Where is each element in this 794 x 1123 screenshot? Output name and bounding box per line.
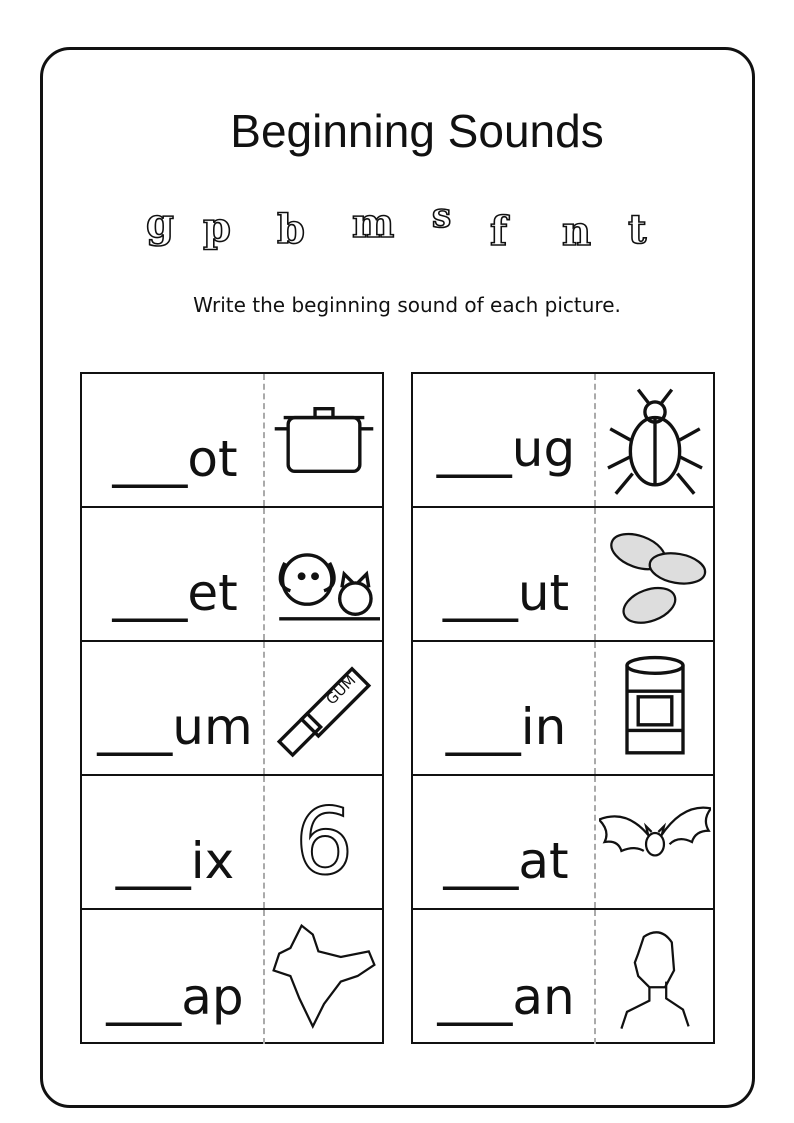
word-blank[interactable]: ___et — [112, 564, 238, 622]
word-row — [413, 910, 713, 1044]
word-blank[interactable]: ___an — [437, 968, 575, 1026]
pot-icon — [268, 384, 380, 496]
bug-icon — [599, 384, 711, 496]
word-row — [82, 508, 382, 642]
bat-icon — [599, 786, 711, 898]
six-icon: 6 — [294, 788, 354, 895]
letter-p: p — [203, 204, 231, 251]
word-blank[interactable]: ___ap — [106, 968, 244, 1026]
letter-n: n — [562, 208, 592, 255]
word-blank[interactable]: ___in — [445, 698, 567, 756]
pets-icon — [268, 518, 380, 630]
left-column-table — [80, 372, 384, 1044]
right-column-table — [411, 372, 715, 1044]
word-row — [82, 374, 382, 508]
letter-f: f — [490, 208, 508, 255]
word-blank[interactable]: ___ot — [112, 430, 238, 488]
word-blank[interactable]: ___um — [97, 698, 253, 756]
word-row — [413, 508, 713, 642]
map-icon — [268, 920, 380, 1032]
word-row — [413, 374, 713, 508]
letter-t: t — [628, 206, 647, 253]
nut-icon — [599, 518, 711, 630]
word-row — [82, 776, 382, 910]
tin-icon — [599, 652, 711, 764]
letter-g: g — [146, 200, 174, 247]
word-row — [413, 642, 713, 776]
instruction-text: Write the beginning sound of each picture. — [193, 293, 621, 317]
word-row — [82, 910, 382, 1044]
letter-b: b — [277, 206, 305, 253]
word-blank[interactable]: ___at — [443, 832, 569, 890]
svg-text:GUM: GUM — [322, 671, 360, 709]
man-icon — [599, 920, 711, 1032]
word-blank[interactable]: ___ug — [436, 420, 576, 478]
letter-s: s — [432, 196, 452, 236]
word-blank[interactable]: ___ut — [442, 564, 570, 622]
word-row — [82, 642, 382, 776]
worksheet-title: Beginning Sounds — [230, 105, 604, 157]
letter-m: m — [352, 200, 395, 247]
word-blank[interactable]: ___ix — [115, 832, 235, 890]
gum-icon — [268, 652, 380, 764]
word-row — [413, 776, 713, 910]
